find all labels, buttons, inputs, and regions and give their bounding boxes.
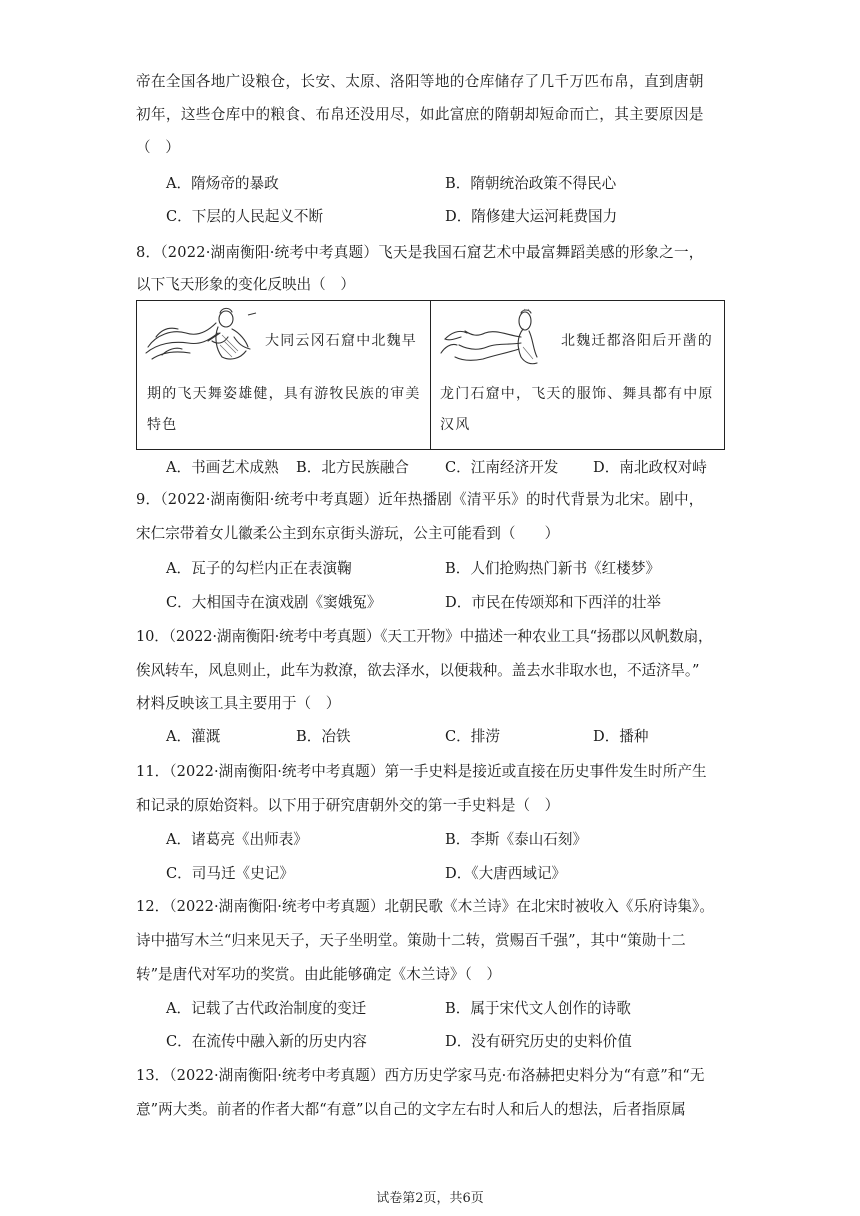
q13-line: 13．（2022·湖南衡阳·统考中考真题）西方历史学家马克·布洛赫把史料分为“有意”和“无	[136, 1067, 705, 1084]
q10-option-a[interactable]: A．灌溉	[166, 728, 221, 745]
q11-line: 11．（2022·湖南衡阳·统考中考真题）第一手史料是接近或直接在历史事件发生时所产生	[136, 763, 707, 780]
q7-option-b[interactable]: B．隋朝统治政策不得民心	[445, 175, 617, 192]
q12-option-d[interactable]: D．没有研究历史的史料价值	[445, 1033, 632, 1050]
flying-apsaras-table	[136, 300, 725, 450]
q7-option-a[interactable]: A．隋炀帝的暴政	[166, 175, 279, 192]
q7-line: 帝在全国各地广设粮仓，长安、太原、洛阳等地的仓库储存了几千万匹布帛，直到唐朝	[136, 73, 704, 90]
left-cell-line: 大同云冈石窟中北魏早	[265, 333, 417, 349]
q11-line: 和记录的原始资料。以下用于研究唐朝外交的第一手史料是（ ）	[136, 797, 560, 814]
q7-option-c[interactable]: C．下层的人民起义不断	[166, 208, 324, 225]
q8-option-b[interactable]: B．北方民族融合	[296, 459, 409, 476]
q10-line: 10．（2022·湖南衡阳·统考中考真题）《天工开物》中描述一种农业工具“扬郡以风帆数扇，	[136, 628, 713, 645]
q9-option-a[interactable]: A．瓦子的勾栏内正在表演鞠	[166, 560, 352, 577]
page-footer: 试卷第2页，共6页	[376, 1191, 484, 1206]
q12-option-c[interactable]: C．在流传中融入新的历史内容	[166, 1033, 367, 1050]
q11-option-d[interactable]: D．《大唐西域记》	[445, 865, 567, 882]
q12-line: 12．（2022·湖南衡阳·统考中考真题）北朝民歌《木兰诗》在北宋时被收入《乐府诗集》。	[136, 898, 714, 915]
q10-line: 俟风转车，风息则止，此车为救潦，欲去泽水，以便栽种。盖去水非取水也，不适济旱。”	[136, 662, 700, 679]
q10-option-b[interactable]: B．冶铁	[296, 728, 351, 745]
q9-option-d[interactable]: D．市民在传颂郑和下西洋的壮举	[445, 594, 662, 611]
q8-line: 8．（2022·湖南衡阳·统考中考真题）飞天是我国石窟艺术中最富舞蹈美感的形象之一，	[136, 244, 704, 261]
q13-line: 意”两大类。前者的作者大都“有意”以自己的文字左右时人和后人的想法，后者指原属	[136, 1101, 686, 1118]
q11-option-c[interactable]: C．司马迁《史记》	[166, 865, 294, 882]
q11-option-a[interactable]: A．诸葛亮《出师表》	[166, 831, 308, 848]
q8-option-a[interactable]: A．书画艺术成熟	[166, 459, 279, 476]
right-cell-line: 北魏迁都洛阳后开凿的	[561, 333, 713, 349]
q8-option-c[interactable]: C．江南经济开发	[445, 459, 559, 476]
q12-option-a[interactable]: A．记载了古代政治制度的变迁	[166, 1000, 367, 1017]
table-divider	[430, 301, 431, 449]
right-cell-line: 龙门石窟中，飞天的服饰、舞具都有中原	[440, 386, 714, 402]
q12-line: 诗中描写木兰“归来见天子，天子坐明堂。策勋十二转，赏赐百千强”，其中“策勋十二	[136, 932, 686, 949]
q9-line: 宋仁宗带着女儿徽柔公主到东京街头游玩，公主可能看到（ ）	[136, 525, 560, 542]
q8-option-d[interactable]: D．南北政权对峙	[593, 459, 707, 476]
q12-option-b[interactable]: B．属于宋代文人创作的诗歌	[445, 1000, 631, 1017]
q7-option-d[interactable]: D．隋修建大运河耗费国力	[445, 208, 618, 225]
left-cell-line: 特色	[147, 417, 178, 433]
q10-option-d[interactable]: D．播种	[593, 728, 649, 745]
longmen-apsara-illustration	[437, 307, 549, 369]
q10-option-c[interactable]: C．排涝	[445, 728, 500, 745]
q9-option-b[interactable]: B．人们抢购热门新书《红楼梦》	[445, 560, 661, 577]
q7-line: 初年，这些仓库中的粮食、布帛还没用尽，如此富庶的隋朝却短命而亡，其主要原因是	[136, 106, 704, 123]
yungang-apsara-illustration	[142, 307, 260, 365]
right-cell-line: 汉风	[440, 417, 471, 433]
q9-line: 9．（2022·湖南衡阳·统考中考真题）近年热播剧《清平乐》的时代背景为北宋。剧中，	[136, 491, 704, 508]
q8-line: 以下飞天形象的变化反映出（ ）	[136, 276, 355, 293]
q10-line: 材料反映该工具主要用于（ ）	[136, 695, 341, 712]
left-cell-line: 期的飞天舞姿雄健，具有游牧民族的审美	[147, 386, 421, 402]
q7-line: （ ）	[136, 139, 180, 156]
q12-line: 转”是唐代对军功的奖赏。由此能够确定《木兰诗》（ ）	[136, 966, 502, 983]
q9-option-c[interactable]: C．大相国寺在演戏剧《窦娥冤》	[166, 594, 382, 611]
q11-option-b[interactable]: B．李斯《泰山石刻》	[445, 831, 588, 848]
